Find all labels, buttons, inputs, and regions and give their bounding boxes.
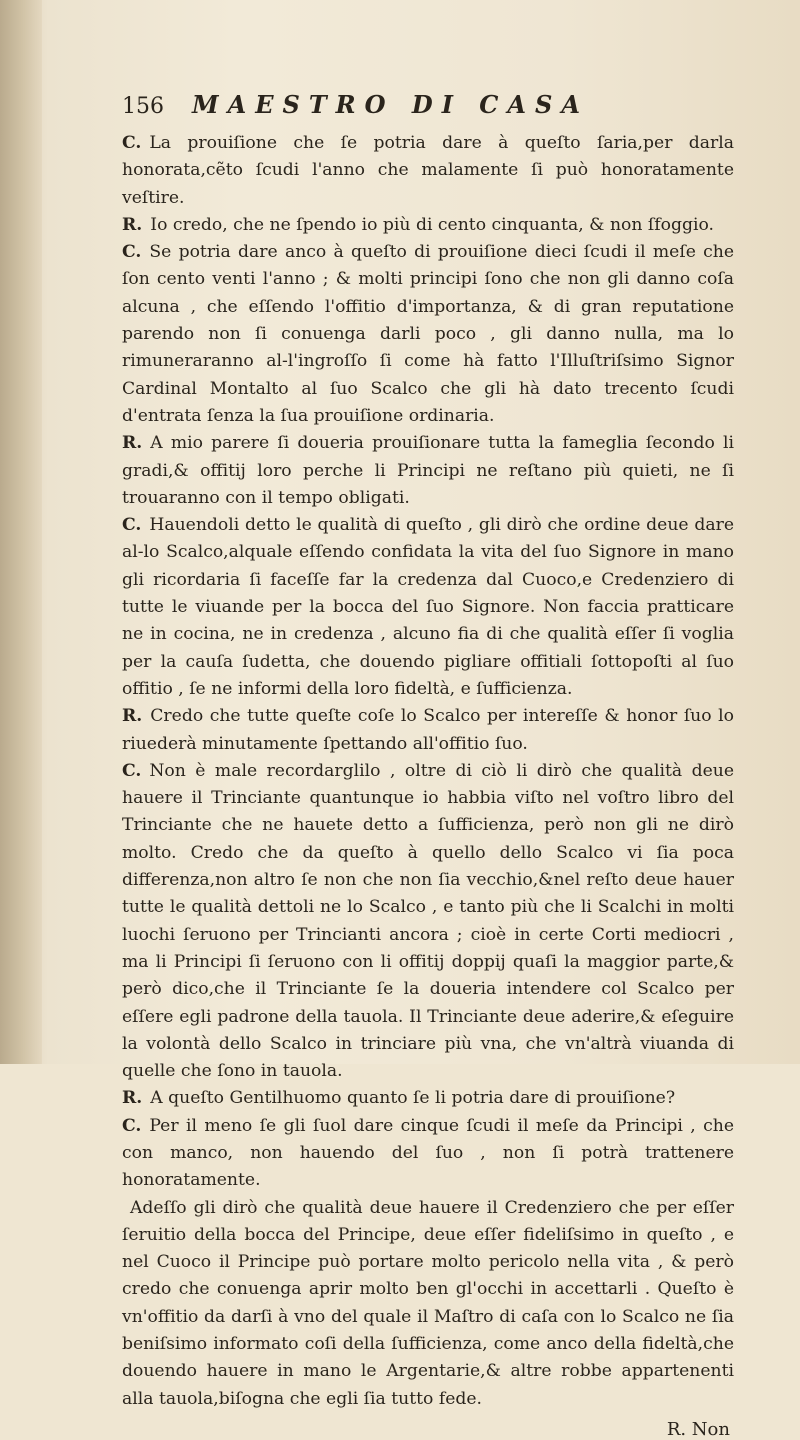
speaker-label: C. [122,242,142,263]
dialogue-text [122,130,734,1413]
binding-gutter [0,0,42,1064]
paragraph-text: Non è male recordarglilo , oltre di ciò li dirò che qualità deue hauere il Trinciante quantunque io habbia viſto nel voſtro libro del Trinciante che ne hauete detto a ſufficienza, però non gli ne dirò molto. Credo che da queſto à quello dello Scalco vi ſia poca differenza,non altro ſe non che non ſia vecchio,&nel reſto deue hauer tutte le qualità dettoli ne lo Scalco , e tanto più che li Scalchi in molti luochi ſeruono per Trincianti ancora ; cioè in certe Corti mediocri , ma li Principi ſi ſeruono con li offitij doppij quaſi la maggior parte,& però dico,che il Trinciante ſe la doueria intendere col Scalco per eſſere egli padrone della tauola. Il Trinciante deue aderire,& eſeguire la volontà dello Scalco in trinciare più vna, che vn'altrà viuanda di quelle che ſono in tauola. [122,760,734,1082]
paragraph-text: Credo che tutte queſte coſe lo Scalco per intereſſe & honor ſuo lo riuederà minutamente ſpettando all'offitio ſuo. [122,706,734,754]
speaker-label: R. [122,1088,143,1109]
dialogue-paragraph [122,212,734,239]
speaker-label: R. [122,433,143,454]
dialogue-paragraph [122,1195,734,1413]
paragraph-text: A queſto Gentilhuomo quanto ſe li potria dare di prouiſione? [150,1088,676,1109]
dialogue-paragraph [122,758,734,1086]
speaker-label: C. [122,760,142,781]
paragraph-text: Adeſſo gli dirò che qualità deue hauere il Credenziero che per eſſer ſeruitio della bocca del Principe, deue eſſer fideliſsimo in queſto , e nel Cuoco il Principe può portare molto pericolo nella vita , & però credo che conuenga aprir molto ben gl'occhi in accettarli . Queſto è vn'offitio da darſi à vno del quale il Maſtro di caſa con lo Scalco ne ſia beniſsimo informato coſi della ſufficienza, come anco della fideltà,che douendo hauere in mano le Argentarie,& altre robbe appartenenti alla tauola,biſogna che egli ſia tutto fede. [122,1197,734,1409]
paragraph-text: Io credo, che ne ſpendo io più di cento cinquanta, & non ſfoggio. [150,214,714,235]
paragraph-text: Se potria dare anco à queſto di prouiſione dieci ſcudi il meſe che ſon cento venti l'anno ; & molti principi ſono che non gli danno coſa alcuna , che eſſendo l'offitio d'importanza, & di gran reputatione parendo non ſi conuenga darli poco , gli danno nulla, ma lo rimuneraranno al-l'ingroſſo ſi come hà fatto l'Illuſtriſsimo Signor Cardinal Montalto al ſuo Scalco che gli hà dato trecento ſcudi d'entrata ſenza la ſua prouiſione ordinaria. [122,242,734,426]
dialogue-paragraph [122,430,734,512]
paragraph-text: Hauendoli detto le qualità di queſto , gli dirò che ordine deue dare al-lo Scalco,alquale eſſendo confidata la vita del ſuo Signore in mano gli ricordaria ſi faceſſe far la credenza dal Cuoco,e Credenziero di tutte le viuande per la bocca del ſuo Signore. Non faccia pratticare ne in cocina, ne in credenza , alcuno fia di che qualità eſſer ſi voglia per la cauſa ſudetta, che douendo pigliare offitiali ſottopoſti al ſuo offitio , ſe ne informi della loro fideltà, e ſufficienza. [122,515,734,699]
dialogue-paragraph [122,1113,734,1195]
dialogue-paragraph [122,512,734,703]
catchword: R. Non [666,1418,730,1440]
paragraph-text: La prouiſione che ſe potria dare à queſto ſaria,per darla honorata,cẽto ſcudi l'anno che malamente ſi può honoratamente veſtire. [122,133,734,208]
paragraph-text: Per il meno ſe gli ſuol dare cinque ſcudi il meſe da Principi , che con manco, non hauendo del ſuo , non ſi potrà trattenere honoratamente. [122,1115,734,1191]
speaker-label: R. [122,214,143,235]
paragraph-text: A mio parere ſi doueria prouiſionare tutta la fameglia ſecondo li gradi,& offitij loro perche li Principi ne reſtano più quieti, ne ſi trouaranno con il tempo obligati. [122,433,734,508]
speaker-label: R. [122,706,143,727]
dialogue-paragraph [122,1085,734,1112]
running-title: MAESTRO DI CASA [192,90,589,119]
running-header [122,90,734,124]
page-number: 156 [122,94,164,119]
dialogue-paragraph [122,239,734,430]
speaker-label: C. [122,133,142,153]
speaker-label: C. [122,515,142,536]
speaker-label: C. [122,1115,142,1136]
dialogue-paragraph [122,703,734,758]
dialogue-paragraph [122,130,734,212]
page-content [122,90,734,1440]
